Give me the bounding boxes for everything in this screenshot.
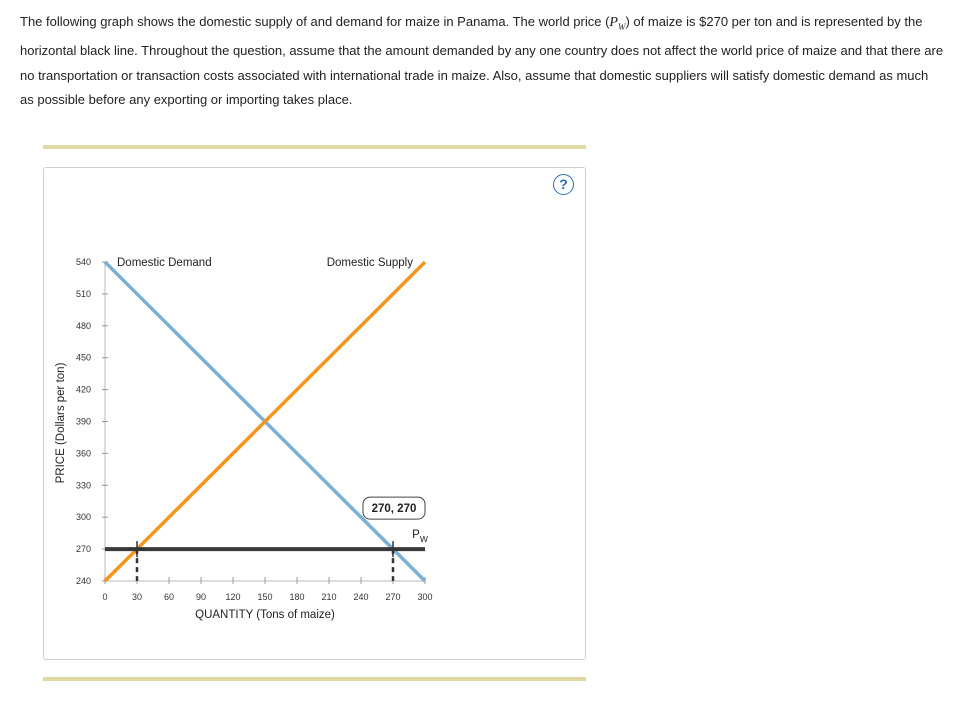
point-label: 270, 270 bbox=[371, 503, 417, 516]
x-tick-label: 180 bbox=[289, 592, 305, 602]
x-tick-label: 0 bbox=[102, 592, 108, 602]
help-icon[interactable]: ? bbox=[553, 174, 574, 195]
y-axis-title: PRICE (Dollars per ton) bbox=[55, 362, 67, 484]
curve-labels bbox=[117, 257, 413, 269]
y-tick-label: 480 bbox=[75, 320, 91, 331]
question-part-2: ) of maize is $270 per ton and is represented by the horizontal black line. Throughout the question, assume that the amount demanded by any one country does not affect the world price of maize and that there are no transportation or transaction costs associated with international trade in maize. Also, assume that domestic suppliers will satisfy domestic demand as much as possible before any exporting or importing takes place. bbox=[20, 14, 944, 108]
x-tick-label: 60 bbox=[163, 592, 175, 602]
x-tick-label: 300 bbox=[417, 592, 433, 602]
y-tick-label: 540 bbox=[75, 257, 91, 267]
y-tick-label: 240 bbox=[75, 576, 91, 586]
y-tick-label: 390 bbox=[75, 416, 91, 427]
x-axis-title: QUANTITY (Tons of maize) bbox=[195, 609, 335, 621]
x-tick-label: 150 bbox=[257, 592, 273, 602]
demand-label: Domestic Demand bbox=[117, 257, 212, 269]
supply-label: Domestic Supply bbox=[326, 257, 413, 269]
y-tick-label: 360 bbox=[75, 448, 91, 459]
world-price-label: $P_W$ bbox=[412, 529, 428, 545]
x-tick-label: 90 bbox=[195, 592, 207, 602]
y-tick-label: 420 bbox=[75, 384, 91, 395]
world-price-symbol: $P_W$ bbox=[609, 15, 626, 32]
x-tick-label: 240 bbox=[353, 592, 369, 602]
series-lines bbox=[105, 262, 425, 581]
question-part-1: The following graph shows the domestic supply of and demand for maize in Panama. The world price ( bbox=[20, 14, 610, 29]
x-tick-label: 120 bbox=[225, 592, 241, 602]
y-tick-label: 300 bbox=[75, 512, 91, 523]
y-tick-label: 450 bbox=[75, 352, 91, 363]
x-tick-label: 270 bbox=[385, 592, 401, 602]
bottom-divider bbox=[43, 677, 586, 681]
y-axis-ticks bbox=[76, 257, 108, 586]
x-tick-label: 30 bbox=[131, 592, 143, 602]
x-tick-label: 210 bbox=[321, 592, 337, 602]
y-tick-label: 270 bbox=[75, 544, 91, 555]
x-axis-ticks bbox=[102, 577, 432, 602]
y-tick-label: 330 bbox=[75, 480, 91, 491]
y-tick-label: 510 bbox=[75, 288, 91, 299]
